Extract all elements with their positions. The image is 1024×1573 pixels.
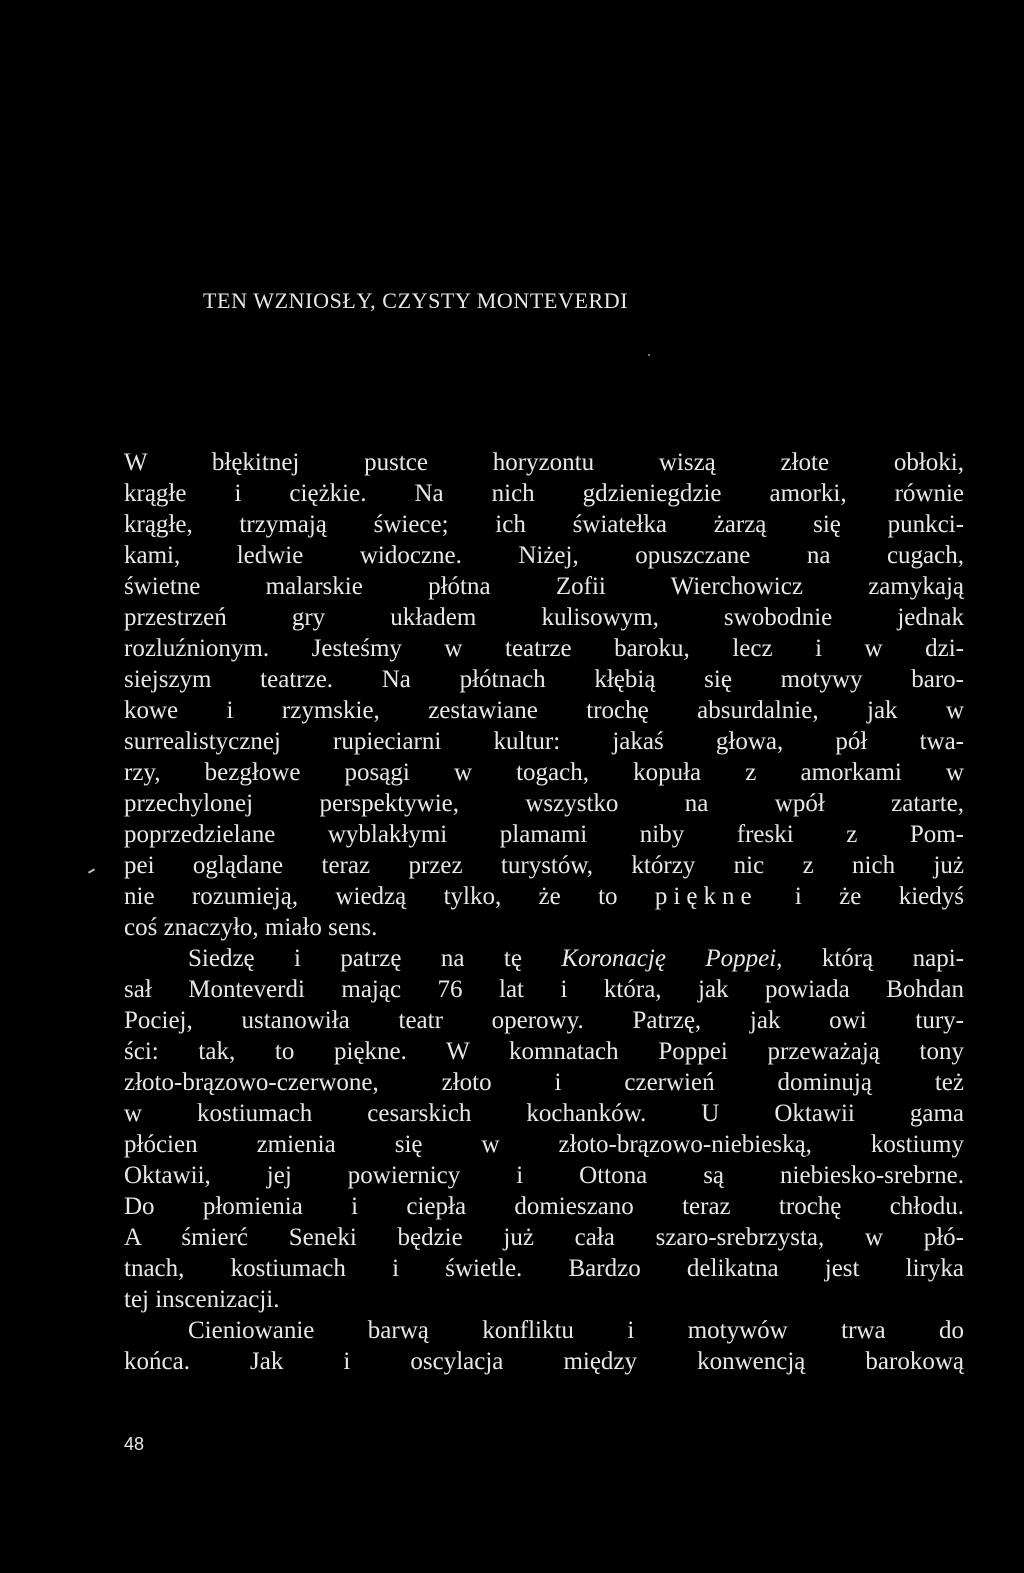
text-line: tej inscenizacji. <box>124 1286 280 1313</box>
text-line: Pociej, ustanowiła teatr operowy. Patrzę, jak owi tury- <box>124 1007 964 1034</box>
line-text-after: i że kiedyś <box>757 883 964 910</box>
line-text-after: którą napi- <box>782 945 964 972</box>
text-line <box>124 943 964 974</box>
text-line <box>124 881 964 912</box>
text-line: w kostiumach cesarskich kochanków. U Oktawii gama <box>124 1100 964 1127</box>
running-head: TEN WZNIOSŁY, CZYSTY MONTEVERDI <box>203 288 629 313</box>
text-line: złoto-brązowo-czerwone, złoto i czerwień dominują też <box>124 1069 964 1096</box>
text-line: poprzedzielane wyblakłymi plamami niby freski z Pom- <box>124 821 964 848</box>
text-line: końca. Jak i oscylacja między konwencją barokową <box>124 1348 964 1375</box>
text-line: sał Monteverdi mając 76 lat i która, jak powiada Bohdan <box>124 976 964 1003</box>
text-line: kowe i rzymskie, zestawiane trochę absurdalnie, jak w <box>124 697 964 724</box>
text-line: rozluźnionym. Jesteśmy w teatrze baroku, lecz i w dzi- <box>124 635 964 662</box>
text-line: krągłe i ciężkie. Na nich gdzieniegdzie amorki, równie <box>124 480 964 507</box>
line-text-before: Siedzę i patrzę na tę <box>188 945 562 972</box>
text-line: W błękitnej pustce horyzontu wiszą złote obłoki, <box>124 449 964 476</box>
text-line: krągłe, trzymają świece; ich światełka żarzą się punkci- <box>124 511 964 538</box>
text-line: płócien zmienia się w złoto-brązowo-niebieską, kostiumy <box>124 1131 964 1158</box>
margin-mark <box>88 868 95 873</box>
text-line: surrealistycznej rupieciarni kultur: jakaś głowa, pół twa- <box>124 728 964 755</box>
text-line: pei oglądane teraz przez turystów, którzy nic z nich już <box>124 852 964 879</box>
page-number: 48 <box>124 1434 145 1454</box>
body-text <box>124 447 964 1377</box>
text-line: Oktawii, jej powiernicy i Ottona są niebiesko-srebrne. <box>124 1162 964 1189</box>
text-line: A śmierć Seneki będzie już cała szaro-srebrzysta, w płó- <box>124 1224 964 1251</box>
title-italic: Koronację Poppei, <box>561 945 783 972</box>
text-line: siejszym teatrze. Na płótnach kłębią się motywy baro- <box>124 666 964 693</box>
text-line: Cieniowanie barwą konfliktu i motywów trwa do <box>188 1317 964 1344</box>
text-line: rzy, bezgłowe posągi w togach, kopuła z amorkami w <box>124 759 964 786</box>
emphasized-word: piękne <box>654 883 758 910</box>
text-line: świetne malarskie płótna Zofii Wierchowicz zamykają <box>124 573 964 600</box>
text-line: kami, ledwie widoczne. Niżej, opuszczane na cugach, <box>124 542 964 569</box>
text-line: ści: tak, to piękne. W komnatach Poppei przeważają tony <box>124 1038 964 1065</box>
text-line: przechylonej perspektywie, wszystko na wpół zatarte, <box>124 790 964 817</box>
text-line: Do płomienia i ciepła domieszano teraz trochę chłodu. <box>124 1193 964 1220</box>
speck-mark <box>648 354 650 356</box>
text-line: coś znaczyło, miało sens. <box>124 914 378 941</box>
text-line: tnach, kostiumach i świetle. Bardzo delikatna jest liryka <box>124 1255 964 1282</box>
line-text-before: nie rozumieją, wiedzą tylko, że to <box>124 883 655 910</box>
text-line: przestrzeń gry układem kulisowym, swobodnie jednak <box>124 604 964 631</box>
